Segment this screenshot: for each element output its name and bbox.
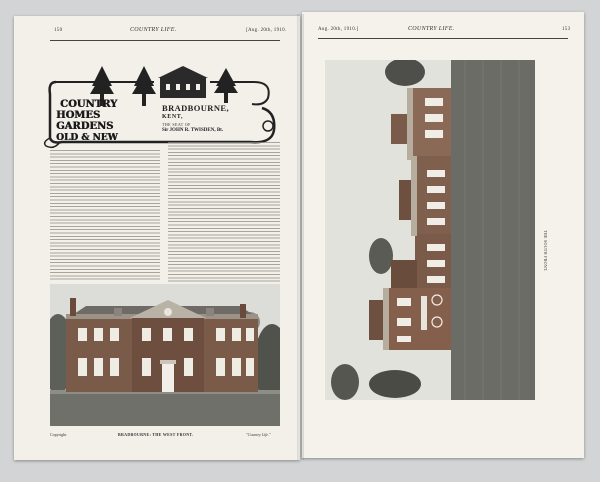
right-header-rule <box>318 38 568 39</box>
house-icon <box>158 66 208 98</box>
article-owner: Sir JOHN R. TWISDEN, Bt. <box>162 128 224 133</box>
masthead-homes: HOMES <box>56 110 101 121</box>
tree-icon <box>214 68 238 103</box>
article-text-column-1 <box>50 150 160 282</box>
left-running-date: [Aug. 20th, 1910. <box>246 28 287 33</box>
article-place: KENT, <box>162 114 184 120</box>
article-title: BRADBOURNE, <box>162 103 229 113</box>
right-running-title: COUNTRY LIFE. <box>408 26 455 32</box>
west-front-caption: BRADBOURNE: THE WEST FRONT. <box>118 432 194 437</box>
right-page-number: 153 <box>562 27 571 32</box>
west-front-photo <box>50 284 280 426</box>
book-gutter <box>297 14 304 460</box>
south-front-caption: THE SOUTH FRONT. <box>543 230 548 272</box>
masthead-country: COUNTRY <box>60 99 118 110</box>
photo-copyright: Copyright. <box>50 432 68 437</box>
right-running-date: Aug. 20th, 1910.] <box>318 27 359 32</box>
left-header-rule <box>50 40 280 41</box>
left-page-number: 150 <box>54 28 63 33</box>
article-seat-of: THE SEAT OF <box>162 122 191 127</box>
masthead-old-new: OLD & NEW <box>56 133 118 143</box>
article-text-column-2 <box>168 142 280 282</box>
tree-icon <box>132 66 156 106</box>
masthead-gardens: GARDENS <box>56 121 114 132</box>
left-running-title: COUNTRY LIFE. <box>130 27 177 33</box>
photo-credit-country-life: "Country Life." <box>246 432 271 437</box>
south-front-photo <box>325 60 535 400</box>
